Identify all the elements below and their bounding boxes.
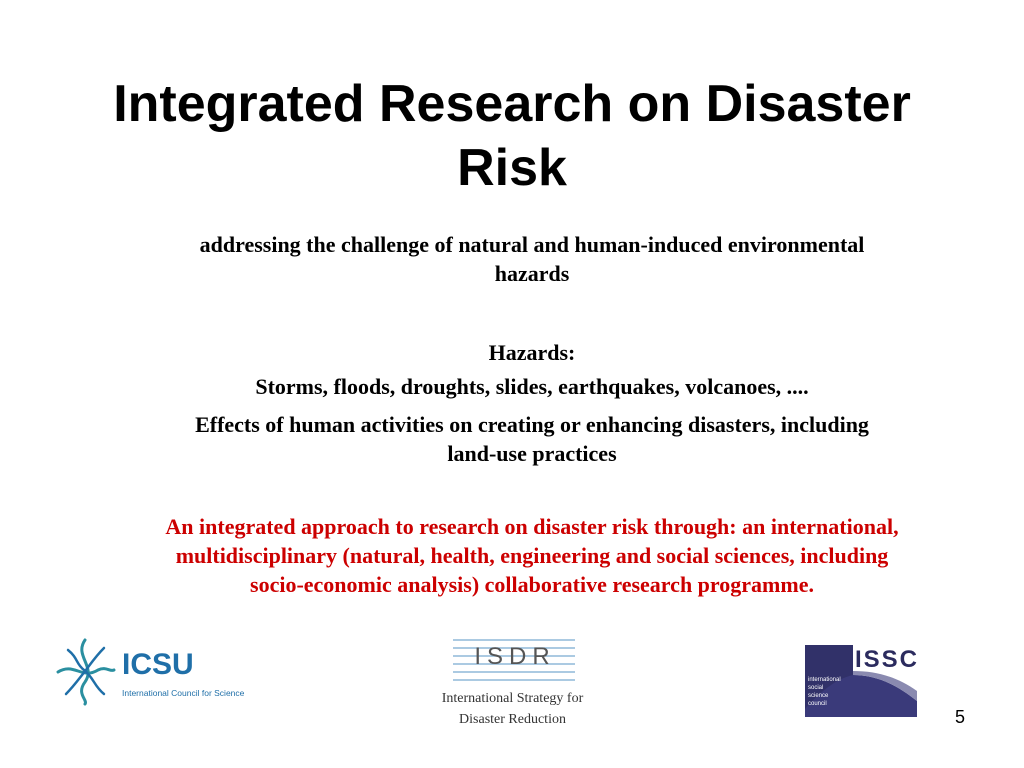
isdr-name-line2: Disaster Reduction xyxy=(459,712,566,727)
isdr-name-line1: International Strategy for xyxy=(441,691,584,706)
icsu-emblem-icon xyxy=(54,636,116,706)
hazards-list: Storms, floods, droughts, slides, earthquakes, volcanoes, .... xyxy=(255,374,809,399)
isdr-logo xyxy=(425,634,600,734)
icsu-abbreviation: ICSU xyxy=(122,648,194,681)
svg-text:council: council xyxy=(808,701,827,707)
issc-abbreviation: ISSC xyxy=(855,646,920,673)
isdr-abbreviation: ISDR xyxy=(474,643,556,670)
svg-text:science: science xyxy=(808,693,829,699)
svg-text:international: international xyxy=(808,677,841,683)
slide-subtitle: addressing the challenge of natural and human-induced environmental hazards xyxy=(199,232,865,286)
icsu-logo xyxy=(54,636,254,706)
icsu-full-name: International Council for Science xyxy=(122,688,245,698)
svg-text:social: social xyxy=(808,685,824,691)
issc-logo xyxy=(805,645,923,717)
human-effects-text: Effects of human activities on creating or enhancing disasters, including land-use practices xyxy=(195,412,869,466)
hazards-heading: Hazards: xyxy=(488,340,576,365)
slide-title: Integrated Research on Disaster Risk xyxy=(113,75,911,197)
integrated-approach-text: An integrated approach to research on disaster risk through: an international, multidisciplinary (natural, health, engineering and social sciences, including socio-economic analysis) collaborative research programme. xyxy=(165,514,899,597)
page-number: 5 xyxy=(954,707,965,727)
